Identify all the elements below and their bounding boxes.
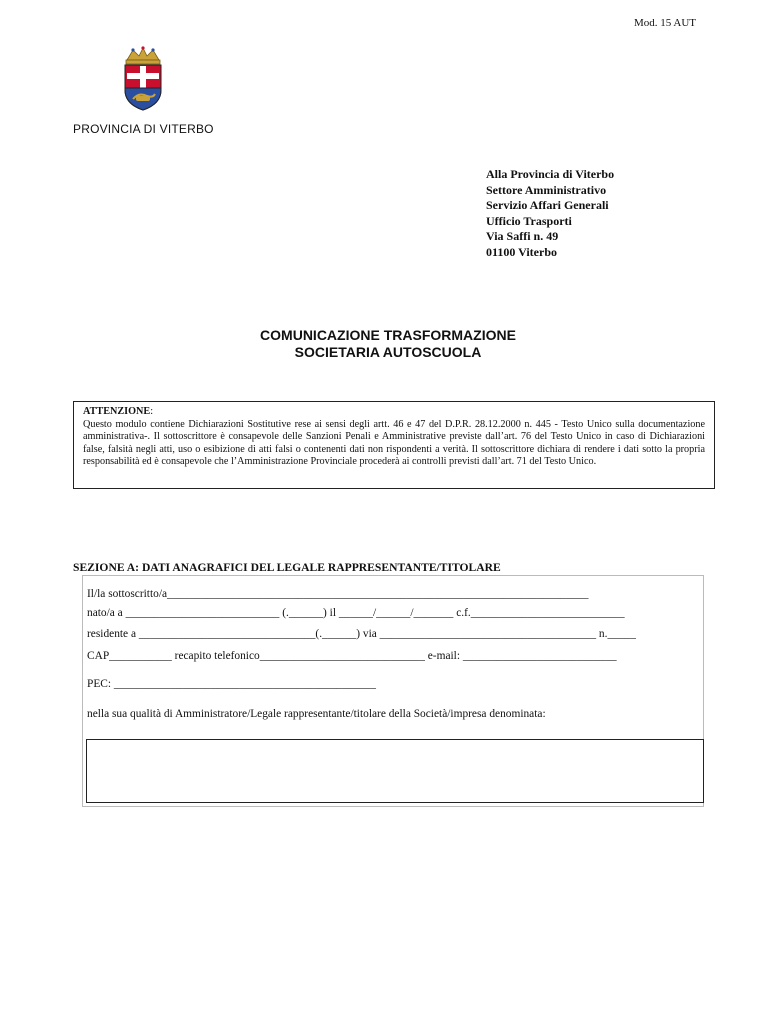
form-line-pec[interactable]: PEC: ______________________________________________ xyxy=(87,678,376,690)
address-line: Via Saffi n. 49 xyxy=(486,229,559,244)
form-line-contacts[interactable]: CAP___________ recapito telefonico_____________________________ e-mail: ___________________________ xyxy=(87,650,617,662)
form-line-birth[interactable]: nato/a a ___________________________ (.______) il ______/______/_______ c.f.___________________________ xyxy=(87,607,625,619)
provincia-crest-logo xyxy=(119,46,167,112)
company-name-field[interactable] xyxy=(86,739,704,803)
document-title xyxy=(0,327,770,361)
colon: : xyxy=(150,406,154,417)
form-line-residence[interactable]: residente a _______________________________(.______) via ______________________________________ n._____ xyxy=(87,628,636,640)
form-line-name[interactable]: Il/la sottoscritto/a__________________________________________________________________________ xyxy=(87,588,589,600)
provincia-label: PROVINCIA DI VITERBO xyxy=(73,122,214,136)
address-line: Alla Provincia di Viterbo xyxy=(486,167,615,181)
form-line-role: nella sua qualità di Amministratore/Legale rappresentante/titolare della Società/impresa denominata: xyxy=(87,708,546,720)
address-line: Ufficio Trasporti xyxy=(486,213,572,228)
recipient-address xyxy=(486,167,614,261)
title-line-2: SOCIETARIA AUTOSCUOLA xyxy=(294,344,482,360)
address-line: 01100 Viterbo xyxy=(486,244,557,259)
attention-text: Questo modulo contiene Dichiarazioni Sostitutive rese ai sensi degli artt. 46 e 47 del D.P.R. 28.12.2000 n. 445 - Testo Unico sulla documentazione amministrativa-. Il sottoscrittore è consapevole delle Sanzioni Penali e Amministrative previste dall’art. 76 del Testo Unico in caso di Dichiarazioni false, falsità negli atti, uso o esibizione di atti falsi o contenenti dati non rispondenti a verità. Il sottoscrittore dichiara di rendere i dati sotto la propria responsabilità ed è consapevole che l’Amministrazione Provinciale procederà ai controlli previsti dall’art. 71 del Testo Unico. xyxy=(83,418,705,468)
title-line-1: COMUNICAZIONE TRASFORMAZIONE xyxy=(260,327,516,343)
address-line: Settore Amministrativo xyxy=(486,182,607,197)
address-line: Servizio Affari Generali xyxy=(486,198,609,213)
module-number: Mod. 15 AUT xyxy=(634,17,697,29)
section-a-title: SEZIONE A: DATI ANAGRAFICI DEL LEGALE RAPPRESENTANTE/TITOLARE xyxy=(73,561,501,574)
attention-label: ATTENZIONE xyxy=(83,406,151,417)
attention-notice xyxy=(73,401,715,489)
